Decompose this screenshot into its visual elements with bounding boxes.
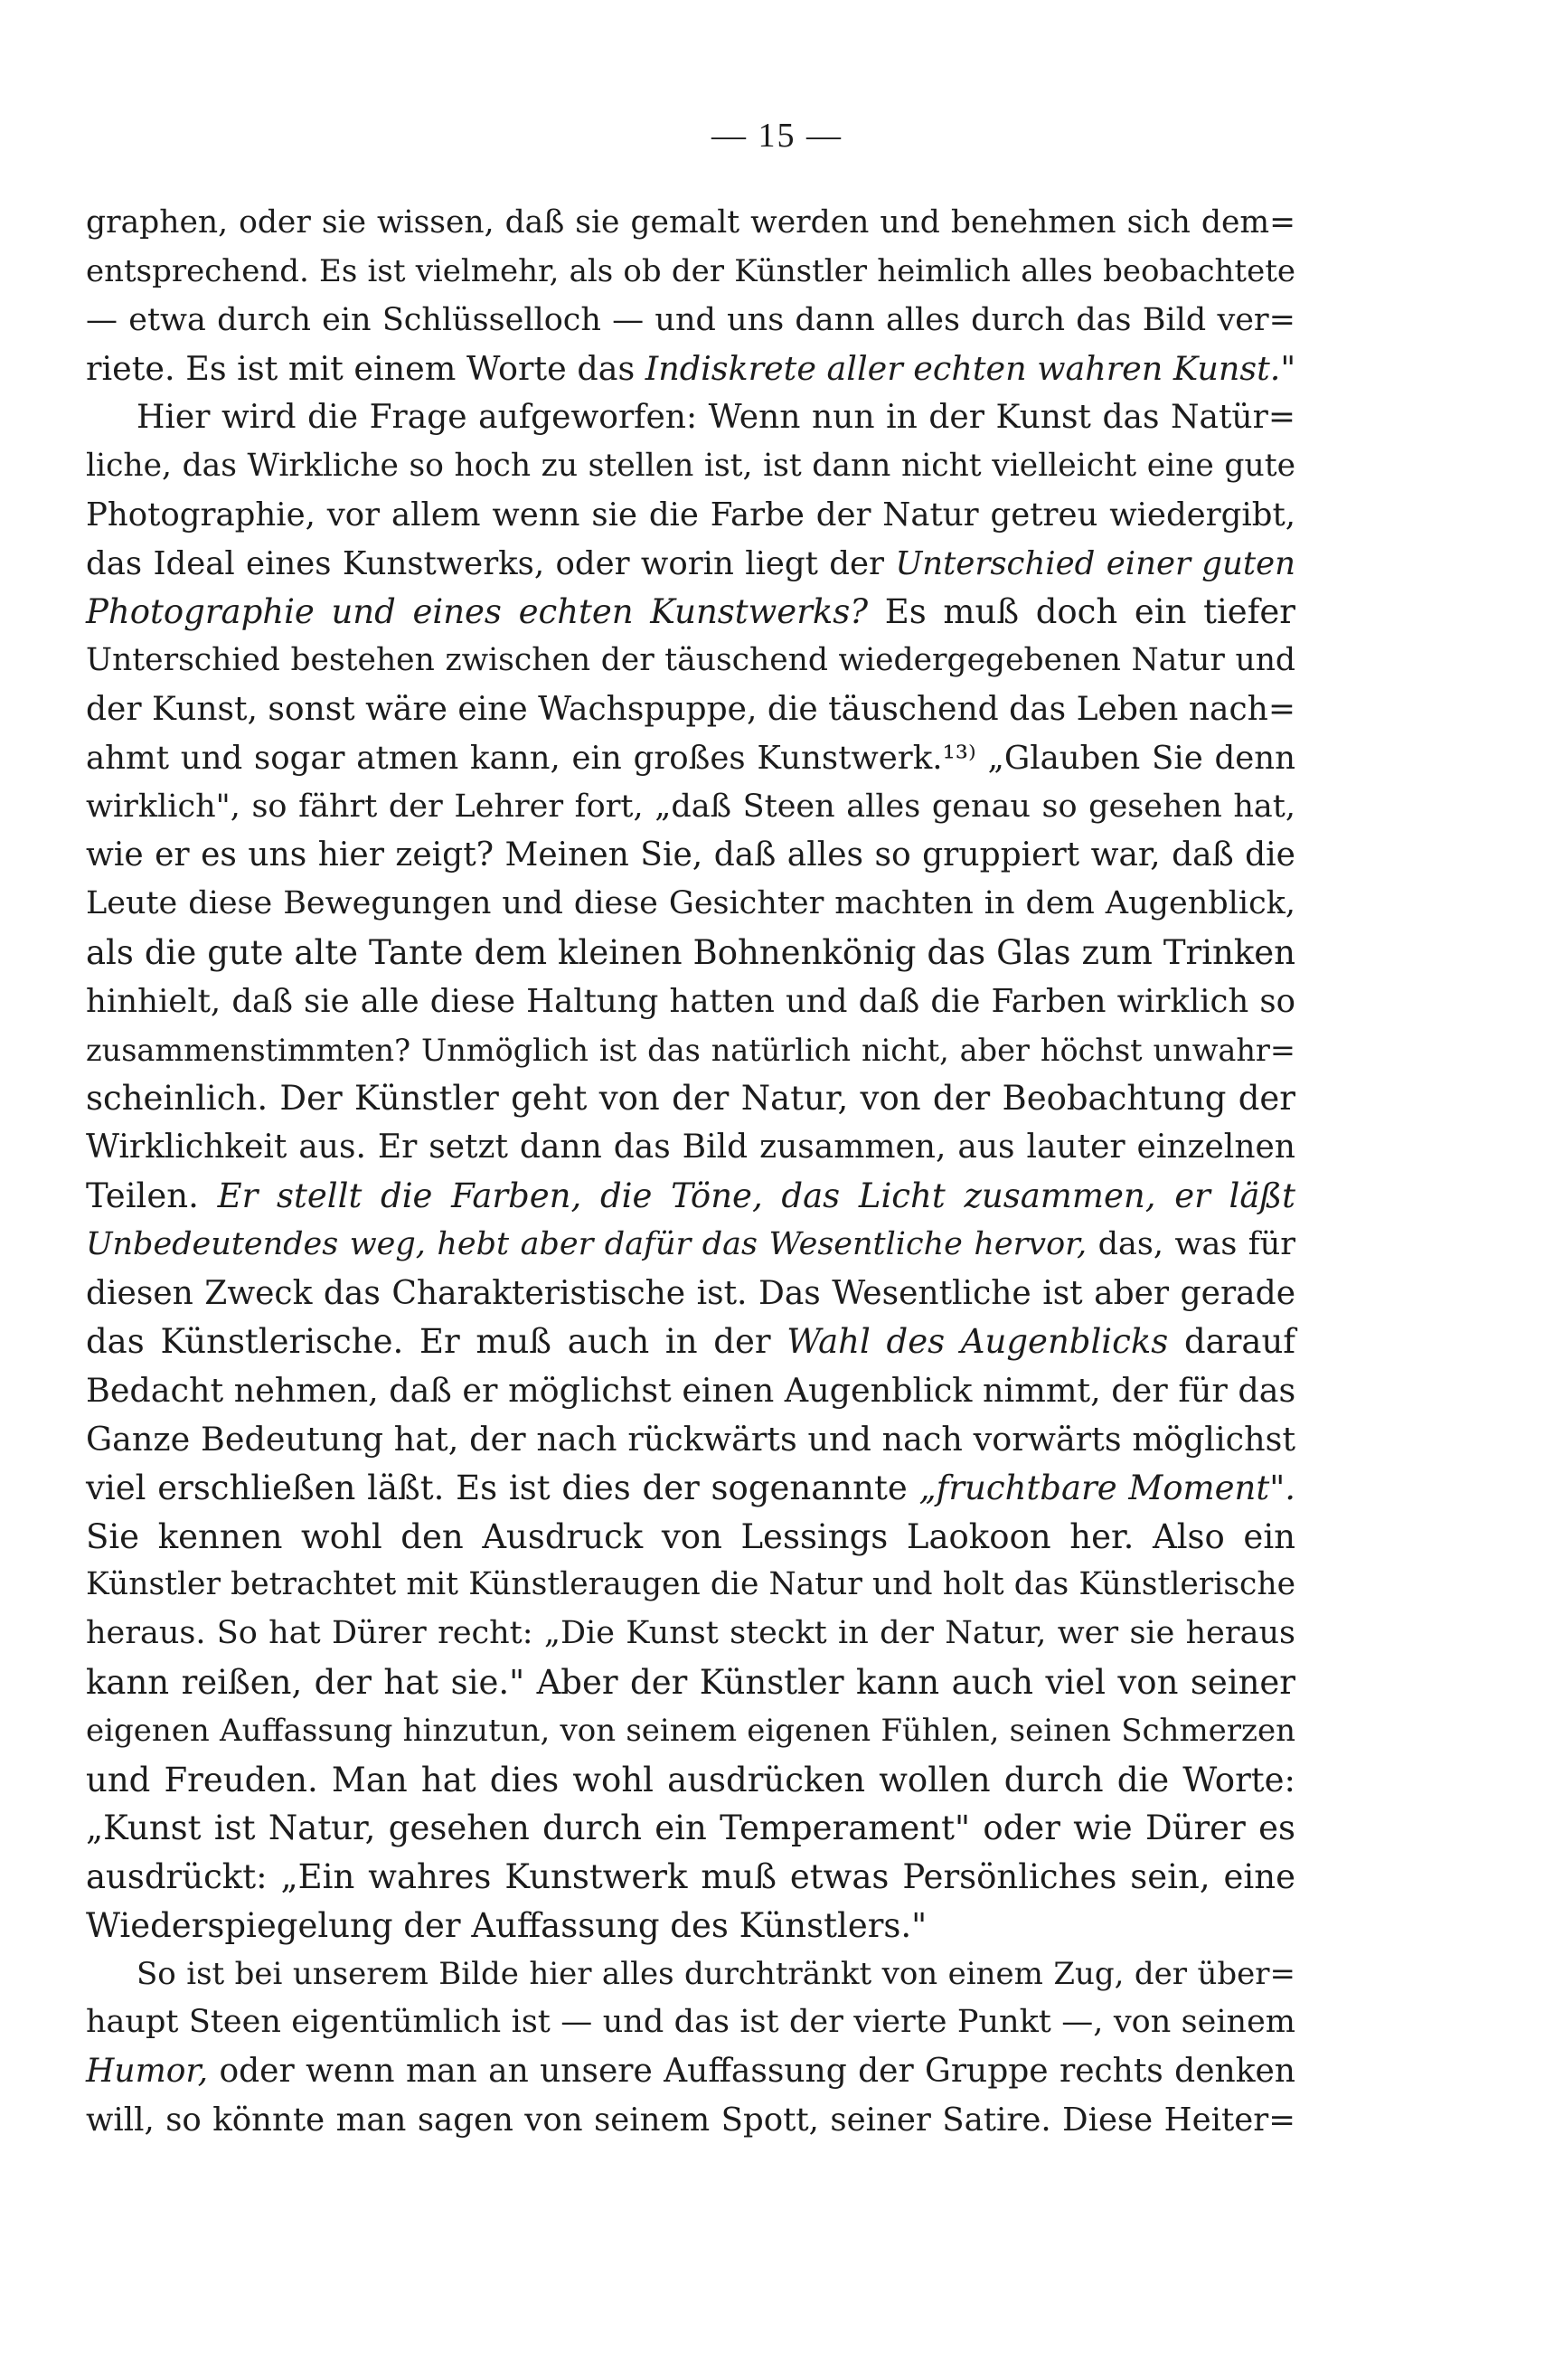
text-line (86, 880, 1295, 929)
line-text: haupt Steen eigentümlich ist — und das ist der vierte Punkt —, von seinem (86, 2004, 1295, 2041)
line-text: liche, das Wirkliche so hoch zu stellen ist, ist dann nicht vielleicht eine gute (86, 447, 1295, 484)
text-line (86, 1756, 1295, 1805)
line-text: Leute diese Bewegungen und diese Gesichter machten in dem Augenblick, (86, 885, 1295, 922)
line-text: „Kunst ist Natur, gesehen durch ein Temperament" oder wie Dürer es (86, 1809, 1295, 1848)
line-text: Photographie, vor allem wenn sie die Farbe der Natur getreu wiedergibt, (86, 496, 1295, 534)
line-text: — etwa durch ein Schlüsselloch — und uns dann alles durch das Bild ver= (86, 301, 1295, 338)
line-text: eigenen Auffassung hinzutun, von seinem eigenen Fühlen, seinen Schmerzen (86, 1712, 1295, 1749)
text-line (86, 1172, 1295, 1221)
text-line (86, 345, 1295, 393)
text-line (86, 1464, 1295, 1513)
line-text: hinhielt, daß sie alle diese Haltung hatten und daß die Farben wirklich so (86, 982, 1295, 1020)
text-line (86, 1123, 1295, 1172)
text-line (86, 978, 1295, 1026)
line-text: Hier wird die Frage aufgeworfen: Wenn nun in der Kunst das Natür= (137, 399, 1295, 437)
line-text: Unterschied bestehen zwischen der täuschend wiedergegebenen Natur und (86, 642, 1295, 679)
line-text: als die gute alte Tante dem kleinen Bohnenkönig das Glas zum Trinken (86, 932, 1295, 972)
line-text: Bedacht nehmen, daß er möglichst einen Augenblick nimmt, der für das (86, 1371, 1296, 1411)
text-line (86, 1658, 1295, 1707)
text-line (86, 1707, 1295, 1756)
line-text: darauf (1168, 1322, 1295, 1362)
text-line (86, 1998, 1295, 2047)
emphasized-text: „fruchtbare Moment". (918, 1468, 1295, 1507)
line-text: wie er es uns hier zeigt? Meinen Sie, daß alles so gruppiert war, daß die (86, 836, 1295, 874)
line-text: riete. Es ist mit einem Worte das (86, 349, 645, 389)
emphasized-text: Er stellt die Farben, die Töne, das Licht zusammen, er läßt (217, 1176, 1295, 1215)
text-line (86, 2047, 1295, 2096)
line-text: Künstler betrachtet mit Künstleraugen die Natur und holt das Künstlerische (86, 1566, 1295, 1603)
line-text: diesen Zweck das Charakteristische ist. Das Wesentliche ist aber gerade (86, 1274, 1295, 1312)
text-line (86, 1804, 1295, 1853)
line-text: das, was für (1087, 1225, 1295, 1262)
text-line (86, 297, 1295, 345)
line-text: das Künstlerische. Er muß auch in der (86, 1322, 787, 1362)
line-text: kann reißen, der hat sie." Aber der Künstler kann auch viel von seiner (86, 1662, 1295, 1702)
text-line (86, 1026, 1295, 1075)
text-line (86, 734, 1295, 783)
page-number: — 15 — (711, 117, 843, 155)
line-text: entsprechend. Es ist vielmehr, als ob der Künstler heimlich alles beobachtete (86, 252, 1295, 289)
line-text: Teilen. (86, 1176, 218, 1215)
text-line (86, 1902, 1295, 1950)
line-text: ahmt und sogar atmen kann, ein großes Kunstwerk.¹³⁾ „Glauben Sie denn (86, 739, 1295, 777)
emphasized-text: Wahl des Augenblicks (786, 1322, 1169, 1362)
text-line (86, 1610, 1295, 1658)
emphasized-text: Unterschied einer guten (895, 544, 1295, 582)
line-text: scheinlich. Der Künstler geht von der Natur, von der Beobachtung der (86, 1079, 1295, 1119)
text-line (86, 1221, 1295, 1270)
text-line (86, 491, 1295, 540)
line-text: das Ideal eines Kunstwerks, oder worin liegt der (86, 544, 896, 582)
line-text: So ist bei unserem Bilde hier alles durchtränkt von einem Zug, der über= (137, 1955, 1295, 1992)
text-line (86, 2096, 1295, 2145)
text-line (86, 1074, 1295, 1123)
line-text: heraus. So hat Dürer recht: „Die Kunst steckt in der Natur, wer sie heraus (86, 1615, 1295, 1652)
emphasized-text: Indiskrete aller echten wahren Kunst." (645, 349, 1296, 389)
line-text: oder wenn man an unsere Auffassung der Gruppe rechts denken (208, 2053, 1295, 2091)
line-text: Ganze Bedeutung hat, der nach rückwärts und nach vorwärts möglichst (86, 1419, 1295, 1459)
text-line (86, 1853, 1295, 1902)
text-line (86, 1513, 1295, 1562)
line-text: viel erschließen läßt. Es ist dies der sogenannte (86, 1468, 919, 1507)
line-text: will, so könnte man sagen von seinem Spott, seiner Satire. Diese Heiter= (86, 2101, 1295, 2139)
text-line (86, 783, 1295, 832)
text-line (86, 1561, 1295, 1610)
text-line (86, 929, 1295, 978)
text-line (86, 588, 1295, 637)
emphasized-text: Photographie und eines echten Kunstwerks? (86, 592, 869, 632)
emphasized-text: Unbedeutendes weg, hebt aber dafür das Wesentliche hervor, (86, 1225, 1088, 1262)
line-text: Es muß doch ein tiefer (868, 592, 1295, 632)
line-text: der Kunst, sonst wäre eine Wachspuppe, die täuschend das Leben nach= (86, 690, 1295, 728)
text-line (86, 637, 1295, 685)
emphasized-text: Humor, (86, 2053, 209, 2091)
text-line (86, 1318, 1295, 1366)
text-line (86, 442, 1295, 491)
text-line (86, 393, 1295, 442)
line-text: Sie kennen wohl den Ausdruck von Lessings Laokoon her. Also ein (86, 1516, 1295, 1556)
line-text: und Freuden. Man hat dies wohl ausdrücken wollen durch die Worte: (86, 1760, 1295, 1799)
text-line (86, 1415, 1295, 1464)
text-line (86, 685, 1295, 734)
text-line (86, 1366, 1295, 1415)
text-line (86, 1270, 1295, 1318)
line-text: Wiederspiegelung der Auffassung des Künstlers." (86, 1905, 928, 1945)
text-line (86, 540, 1295, 589)
line-text: zusammenstimmten? Unmöglich ist das natürlich nicht, aber höchst unwahr= (86, 1032, 1295, 1068)
body-text (86, 199, 1295, 2145)
line-text: wirklich", so fährt der Lehrer fort, „daß Steen alles genau so gesehen hat, (86, 788, 1295, 825)
text-line (86, 248, 1295, 297)
text-line (86, 831, 1295, 880)
text-line (86, 199, 1295, 248)
text-line (86, 1950, 1295, 1999)
line-text: ausdrückt: „Ein wahres Kunstwerk muß etwas Persönliches sein, eine (86, 1857, 1295, 1897)
line-text: Wirklichkeit aus. Er setzt dann das Bild zusammen, aus lauter einzelnen (86, 1129, 1295, 1166)
line-text: graphen, oder sie wissen, daß sie gemalt werden und benehmen sich dem= (86, 204, 1295, 241)
